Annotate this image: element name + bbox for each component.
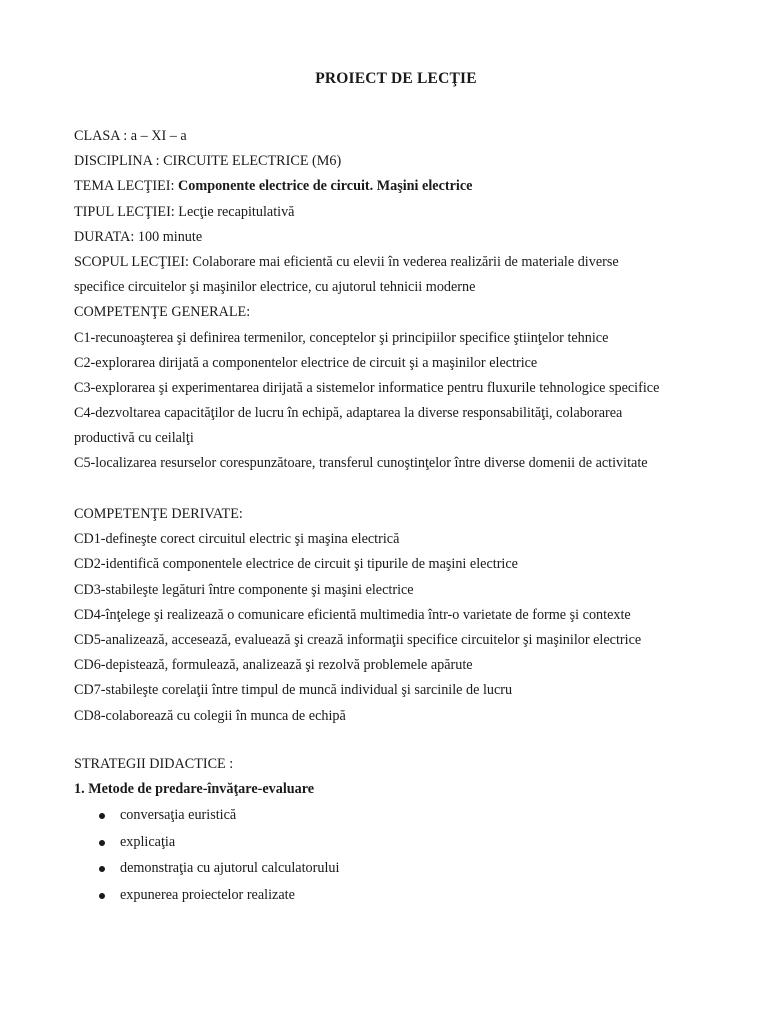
derived-competence-line: CD3-stabileşte legături între componente şi maşini electrice: [74, 581, 414, 598]
list-item: [74, 882, 734, 909]
lesson-info-section: [74, 124, 734, 477]
bullet-icon: [99, 866, 105, 872]
purpose-line-1: SCOPUL LECŢIEI: Colaborare mai eficientă cu elevii în vederea realizării de materiale diverse: [74, 253, 619, 270]
methods-subheading: 1. Metode de predare-învăţare-evaluare: [74, 781, 315, 798]
list-item: [74, 829, 734, 856]
list-item-text: expunerea proiectelor realizate: [120, 886, 295, 903]
theme-label: TEMA LECŢIEI:: [74, 178, 179, 195]
lesson-type-line: TIPUL LECŢIEI: Lecţie recapitulativă: [74, 203, 295, 220]
derived-competence-line: CD1-defineşte corect circuitul electric şi maşina electrică: [74, 531, 400, 548]
list-item: [74, 855, 734, 882]
general-competences-heading: COMPETENŢE GENERALE:: [74, 304, 251, 321]
methods-list: [74, 802, 734, 908]
derived-competences-section: [74, 502, 734, 729]
discipline-line: DISCIPLINA : CIRCUITE ELECTRICE (M6): [74, 153, 342, 170]
list-item-text: explicaţia: [120, 833, 176, 850]
derived-competence-line: CD8-colaborează cu colegii în munca de echipă: [74, 707, 346, 724]
list-item: [74, 802, 734, 829]
derived-competences-heading: COMPETENŢE DERIVATE:: [74, 506, 243, 522]
teaching-strategies-section: [74, 752, 734, 908]
class-line: CLASA : a – XI – a: [74, 128, 187, 144]
purpose-line-2: specifice circuitelor şi maşinilor electrice, cu ajutorul tehnicii moderne: [74, 279, 476, 296]
derived-competence-line: CD4-înţelege şi realizează o comunicare eficientă multimedia într-o varietate de forme şi contexte: [74, 606, 631, 623]
list-item-text: demonstraţia cu ajutorul calculatorului: [120, 860, 340, 877]
general-competence-line: C5-localizarea resurselor corespunzătoare, transferul cunoştinţelor între diverse domenii de activitate: [74, 455, 648, 472]
theme-line: [74, 174, 734, 199]
derived-competence-line: CD6-depistează, formulează, analizează şi rezolvă problemele apărute: [74, 657, 473, 674]
bullet-icon: [99, 813, 105, 819]
derived-competence-line: CD2-identifică componentele electrice de circuit şi tipurile de maşini electrice: [74, 556, 518, 573]
general-competence-line: C4-dezvoltarea capacităţilor de lucru în echipă, adaptarea la diverse responsabilităţi, colaborarea: [74, 405, 623, 422]
general-competence-line: C1-recunoaşterea şi definirea termenilor, conceptelor şi principiilor specifice ştiinţelor tehnice: [74, 329, 609, 346]
bullet-icon: [99, 893, 105, 899]
document-title: PROIECT DE LECŢIE: [315, 70, 477, 87]
theme-value: Componente electrice de circuit. Maşini electrice: [178, 178, 473, 195]
general-competence-line: C3-explorarea şi experimentarea dirijată a sistemelor informatice pentru fluxurile tehnologice specifice: [74, 379, 660, 396]
bullet-icon: [99, 840, 105, 846]
strategies-heading: STRATEGII DIDACTICE :: [74, 756, 234, 772]
derived-competence-line: CD7-stabileşte corelaţii între timpul de muncă individual şi sarcinile de lucru: [74, 682, 513, 699]
duration-line: DURATA: 100 minute: [74, 228, 203, 245]
general-competence-line: productivă cu ceilalţi: [74, 430, 194, 447]
general-competence-line: C2-explorarea dirijată a componentelor electrice de circuit şi a maşinilor electrice: [74, 354, 538, 371]
list-item-text: conversaţia euristică: [120, 807, 237, 824]
derived-competence-line: CD5-analizează, accesează, evaluează şi crează informaţii specifice circuitelor şi maşinilor electrice: [74, 631, 642, 648]
